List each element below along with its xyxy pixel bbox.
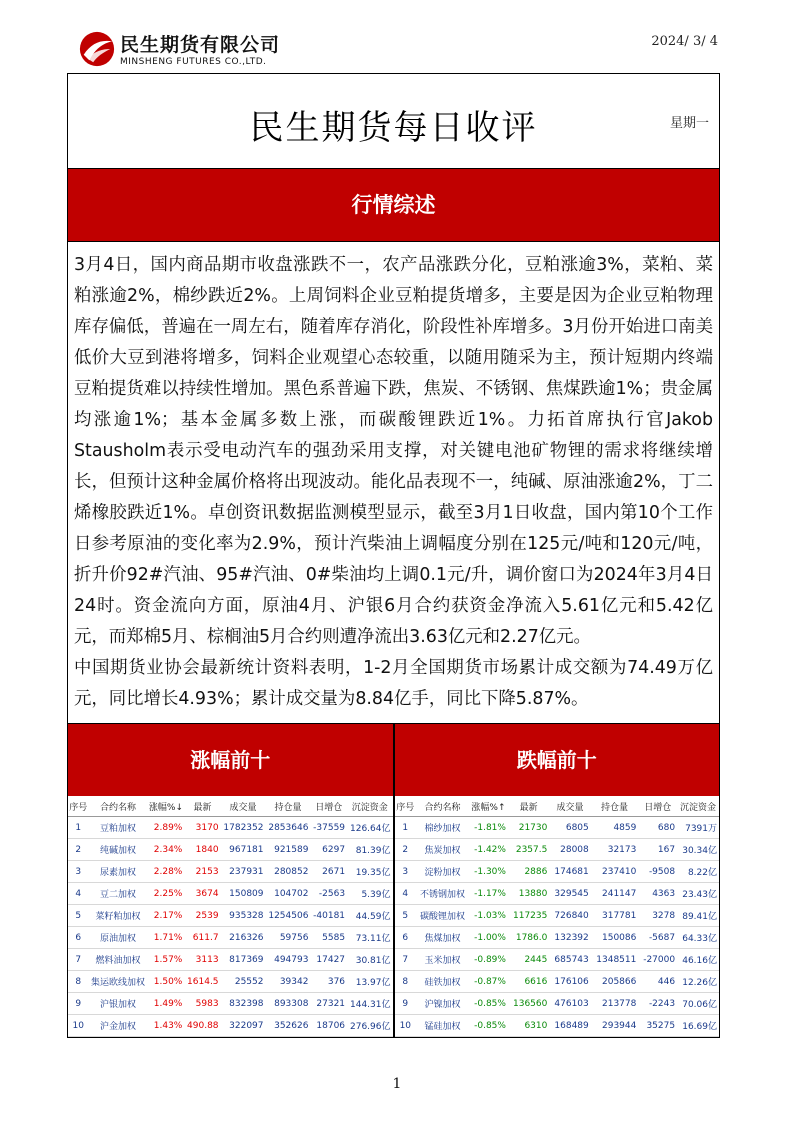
- table-cell: 淀粉加权: [416, 861, 469, 883]
- table-cell: 4: [395, 883, 417, 905]
- table-cell: 12.26亿: [677, 971, 719, 993]
- company-name-cn: 民生期货有限公司: [120, 34, 281, 56]
- table-cell: 9: [68, 993, 88, 1015]
- table-cell: 6616: [508, 971, 549, 993]
- company-logo: [78, 28, 318, 72]
- table-cell: 13.97亿: [347, 971, 392, 993]
- table-cell: 豆粕加权: [88, 817, 147, 839]
- table-cell: 213778: [591, 993, 639, 1015]
- summary-paragraph: 3月4日，国内商品期市收盘涨跌不一，农产品涨跌分化，豆粕涨逾3%，菜粕、菜粕涨逾2%，棉纱跌近2%。上周饲料企业豆粕提货增多，主要是因为企业豆粕物理库存偏低，普遍在一周左右，随着库存消化，阶段性补库增多。3月份开始进口南美低价大豆到港将增多，饲料企业观望心态较重，以随用随采为主，预计短期内终端豆粕提货难以持续性增加。黑色系普遍下跌，焦炭、不锈钢、焦煤跌逾1%；贵金属均涨逾1%；基本金属多数上涨，而碳酸锂跌近1%。力拓首席执行官Jakob Stausholm表示受电动汽车的强劲采用支撑，对关键电池矿物锂的需求将继续增长，但预计这种金属价格将出现波动。能化品表现不一，纯碱、原油涨逾2%，丁二烯橡胶跌近1%。卓创资讯数据监测模型显示，截至3月1日收盘，国内第10个工作日参考原油的变化率为2.9%，预计汽柴油上调幅度分别在125元/吨和120元/吨，折升价92#汽油、95#汽油、0#柴油均上调0.1元/升，调价窗口为2024年3月4日24时。资金流向方面，原油4月、沪银6月合约获资金净流入5.61亿元和5.42亿元，而郑棉5月、棕榈油5月合约则遭净流出3.63亿元和2.27亿元。: [74, 255, 713, 647]
- table-cell: 13880: [508, 883, 549, 905]
- table-cell: 尿素加权: [88, 861, 147, 883]
- table-cell: 9: [395, 993, 417, 1015]
- table-cell: 原油加权: [88, 927, 147, 949]
- table-cell: -5687: [638, 927, 677, 949]
- table-cell: -1.81%: [469, 817, 508, 839]
- gainers-panel: [68, 724, 393, 1037]
- column-header: 合约名称: [416, 796, 469, 817]
- top-ten-section: [68, 723, 719, 1037]
- losers-table: [395, 796, 720, 1037]
- table-cell: -9508: [638, 861, 677, 883]
- table-cell: 8.22亿: [677, 861, 719, 883]
- table-cell: 沪金加权: [88, 1015, 147, 1037]
- table-cell: 2153: [184, 861, 220, 883]
- table-cell: 174681: [549, 861, 590, 883]
- table-cell: 1348511: [591, 949, 639, 971]
- table-cell: 硅铁加权: [416, 971, 469, 993]
- table-row: [68, 883, 393, 905]
- table-cell: 70.06亿: [677, 993, 719, 1015]
- table-cell: 241147: [591, 883, 639, 905]
- table-row: [395, 949, 720, 971]
- table-cell: 1.57%: [148, 949, 185, 971]
- table-cell: 104702: [266, 883, 311, 905]
- table-row: [395, 1015, 720, 1037]
- table-row: [395, 905, 720, 927]
- table-cell: 6297: [310, 839, 347, 861]
- table-cell: 1254506: [266, 905, 311, 927]
- table-cell: 30.34亿: [677, 839, 719, 861]
- table-cell: 1.71%: [148, 927, 185, 949]
- table-row: [68, 817, 393, 839]
- table-row: [68, 1015, 393, 1037]
- table-cell: 446: [638, 971, 677, 993]
- overview-heading: 行情综述: [68, 169, 719, 242]
- table-row: [395, 993, 720, 1015]
- table-cell: 293944: [591, 1015, 639, 1037]
- table-cell: 2: [68, 839, 88, 861]
- table-cell: -1.42%: [469, 839, 508, 861]
- table-cell: 1.43%: [148, 1015, 185, 1037]
- table-cell: 35275: [638, 1015, 677, 1037]
- table-row: [395, 839, 720, 861]
- table-row: [395, 861, 720, 883]
- table-cell: 4859: [591, 817, 639, 839]
- column-header: 日增仓: [310, 796, 347, 817]
- column-header: 合约名称: [88, 796, 147, 817]
- losers-table-body: [395, 817, 720, 1037]
- table-cell: 322097: [221, 1015, 266, 1037]
- report-title: 民生期货每日收评: [249, 108, 538, 148]
- table-cell: 64.33亿: [677, 927, 719, 949]
- table-cell: 5.39亿: [347, 883, 392, 905]
- table-cell: 7: [68, 949, 88, 971]
- table-cell: 680: [638, 817, 677, 839]
- table-cell: -2243: [638, 993, 677, 1015]
- table-cell: 5: [68, 905, 88, 927]
- table-cell: 棉纱加权: [416, 817, 469, 839]
- table-cell: 136560: [508, 993, 549, 1015]
- table-cell: 921589: [266, 839, 311, 861]
- table-cell: 3674: [184, 883, 220, 905]
- table-row: [68, 927, 393, 949]
- table-cell: 8: [395, 971, 417, 993]
- title-row: [68, 74, 719, 169]
- table-cell: 28008: [549, 839, 590, 861]
- table-cell: 144.31亿: [347, 993, 392, 1015]
- table-cell: 817369: [221, 949, 266, 971]
- losers-heading: 跌幅前十: [395, 724, 720, 796]
- table-cell: 167: [638, 839, 677, 861]
- table-row: [395, 927, 720, 949]
- summary-paragraph: 中国期货业协会最新统计资料表明，1-2月全国期货市场累计成交额为74.49万亿元，同比增长4.93%；累计成交量为8.84亿手，同比下降5.87%。: [74, 658, 713, 709]
- table-cell: 焦炭加权: [416, 839, 469, 861]
- table-cell: 237410: [591, 861, 639, 883]
- table-cell: 锰硅加权: [416, 1015, 469, 1037]
- table-row: [395, 971, 720, 993]
- table-cell: 沪镍加权: [416, 993, 469, 1015]
- table-cell: 1786.0: [508, 927, 549, 949]
- report-date: 2024/ 3/ 4: [651, 34, 718, 49]
- table-cell: 81.39亿: [347, 839, 392, 861]
- table-cell: 32173: [591, 839, 639, 861]
- company-name-en: MINSHENG FUTURES CO.,LTD.: [120, 57, 267, 67]
- report-frame: [67, 73, 720, 1038]
- table-cell: 832398: [221, 993, 266, 1015]
- table-row: [68, 949, 393, 971]
- table-cell: 沪银加权: [88, 993, 147, 1015]
- table-cell: 73.11亿: [347, 927, 392, 949]
- page-number: 1: [392, 1076, 402, 1092]
- table-cell: 菜籽粕加权: [88, 905, 147, 927]
- table-cell: 1: [395, 817, 417, 839]
- table-cell: -40181: [310, 905, 347, 927]
- table-cell: 6805: [549, 817, 590, 839]
- table-cell: 150086: [591, 927, 639, 949]
- table-cell: 3: [68, 861, 88, 883]
- gainers-heading: 涨幅前十: [68, 724, 393, 796]
- table-cell: 2671: [310, 861, 347, 883]
- column-header: 持仓量: [591, 796, 639, 817]
- table-cell: 276.96亿: [347, 1015, 392, 1037]
- table-cell: 205866: [591, 971, 639, 993]
- table-cell: 132392: [549, 927, 590, 949]
- table-header-row: [395, 796, 720, 817]
- table-cell: 176106: [549, 971, 590, 993]
- table-cell: 5: [395, 905, 417, 927]
- table-cell: 18706: [310, 1015, 347, 1037]
- table-cell: 2853646: [266, 817, 311, 839]
- table-cell: 21730: [508, 817, 549, 839]
- table-cell: 1: [68, 817, 88, 839]
- gainers-table-body: [68, 817, 393, 1037]
- table-cell: -1.03%: [469, 905, 508, 927]
- table-cell: 2445: [508, 949, 549, 971]
- table-row: [395, 883, 720, 905]
- market-summary: [68, 242, 719, 723]
- table-row: [68, 839, 393, 861]
- minsheng-logo-icon: [78, 30, 116, 68]
- column-header: 日增仓: [638, 796, 677, 817]
- table-cell: 8: [68, 971, 88, 993]
- table-cell: 150809: [221, 883, 266, 905]
- table-cell: -2563: [310, 883, 347, 905]
- table-cell: 3: [395, 861, 417, 883]
- table-cell: 2357.5: [508, 839, 549, 861]
- table-cell: 6: [395, 927, 417, 949]
- table-cell: 4: [68, 883, 88, 905]
- table-cell: 17427: [310, 949, 347, 971]
- table-cell: 焦煤加权: [416, 927, 469, 949]
- table-cell: -0.87%: [469, 971, 508, 993]
- table-cell: 19.35亿: [347, 861, 392, 883]
- table-cell: 935328: [221, 905, 266, 927]
- table-cell: -37559: [310, 817, 347, 839]
- table-cell: 6310: [508, 1015, 549, 1037]
- table-cell: 10: [395, 1015, 417, 1037]
- table-cell: 2: [395, 839, 417, 861]
- table-cell: 39342: [266, 971, 311, 993]
- table-cell: 不锈钢加权: [416, 883, 469, 905]
- table-cell: 1782352: [221, 817, 266, 839]
- table-cell: -0.85%: [469, 1015, 508, 1037]
- column-header: 沉淀资金: [347, 796, 392, 817]
- table-cell: 27321: [310, 993, 347, 1015]
- table-cell: 2.34%: [148, 839, 185, 861]
- weekday-label: 星期一: [669, 116, 709, 131]
- table-cell: 317781: [591, 905, 639, 927]
- table-cell: -1.00%: [469, 927, 508, 949]
- table-row: [68, 993, 393, 1015]
- table-cell: 1.50%: [148, 971, 185, 993]
- table-header-row: [68, 796, 393, 817]
- table-cell: 10: [68, 1015, 88, 1037]
- table-cell: 2.89%: [148, 817, 185, 839]
- table-cell: 893308: [266, 993, 311, 1015]
- table-cell: 25552: [221, 971, 266, 993]
- table-cell: 490.88: [184, 1015, 220, 1037]
- table-cell: 4363: [638, 883, 677, 905]
- table-cell: 216326: [221, 927, 266, 949]
- gainers-table: [68, 796, 393, 1037]
- column-header: 序号: [68, 796, 88, 817]
- table-cell: 1840: [184, 839, 220, 861]
- table-cell: 集运欧线加权: [88, 971, 147, 993]
- table-row: [68, 905, 393, 927]
- table-cell: 611.7: [184, 927, 220, 949]
- table-cell: 2.25%: [148, 883, 185, 905]
- table-cell: 59756: [266, 927, 311, 949]
- losers-panel: [393, 724, 720, 1037]
- column-header: 持仓量: [266, 796, 311, 817]
- table-cell: 3278: [638, 905, 677, 927]
- table-cell: 2.28%: [148, 861, 185, 883]
- table-cell: 2886: [508, 861, 549, 883]
- table-cell: 纯碱加权: [88, 839, 147, 861]
- table-cell: 7: [395, 949, 417, 971]
- column-header: 成交量: [221, 796, 266, 817]
- table-cell: 967181: [221, 839, 266, 861]
- table-cell: 494793: [266, 949, 311, 971]
- table-cell: 玉米加权: [416, 949, 469, 971]
- table-cell: 329545: [549, 883, 590, 905]
- table-cell: 23.43亿: [677, 883, 719, 905]
- table-cell: 2.17%: [148, 905, 185, 927]
- table-cell: 16.69亿: [677, 1015, 719, 1037]
- table-cell: 5585: [310, 927, 347, 949]
- table-cell: -27000: [638, 949, 677, 971]
- table-cell: -1.30%: [469, 861, 508, 883]
- table-cell: 2539: [184, 905, 220, 927]
- table-cell: 168489: [549, 1015, 590, 1037]
- column-header: 沉淀资金: [677, 796, 719, 817]
- table-cell: 352626: [266, 1015, 311, 1037]
- table-cell: -0.85%: [469, 993, 508, 1015]
- table-row: [395, 817, 720, 839]
- table-cell: 7391万: [677, 817, 719, 839]
- column-header: 涨幅%↑: [469, 796, 508, 817]
- table-cell: 3113: [184, 949, 220, 971]
- table-cell: 237931: [221, 861, 266, 883]
- table-cell: 46.16亿: [677, 949, 719, 971]
- column-header: 成交量: [549, 796, 590, 817]
- table-cell: 燃料油加权: [88, 949, 147, 971]
- table-cell: 碳酸锂加权: [416, 905, 469, 927]
- table-cell: 376: [310, 971, 347, 993]
- table-row: [68, 971, 393, 993]
- table-cell: 126.64亿: [347, 817, 392, 839]
- table-cell: 6: [68, 927, 88, 949]
- table-cell: 476103: [549, 993, 590, 1015]
- table-cell: -1.17%: [469, 883, 508, 905]
- table-cell: 685743: [549, 949, 590, 971]
- table-cell: 30.81亿: [347, 949, 392, 971]
- table-cell: 3170: [184, 817, 220, 839]
- table-cell: 1.49%: [148, 993, 185, 1015]
- table-cell: 豆二加权: [88, 883, 147, 905]
- table-cell: 44.59亿: [347, 905, 392, 927]
- table-cell: 280852: [266, 861, 311, 883]
- table-cell: -0.89%: [469, 949, 508, 971]
- column-header: 序号: [395, 796, 417, 817]
- table-row: [68, 861, 393, 883]
- table-cell: 5983: [184, 993, 220, 1015]
- table-cell: 726840: [549, 905, 590, 927]
- column-header: 涨幅%↓: [148, 796, 185, 817]
- table-cell: 1614.5: [184, 971, 220, 993]
- table-cell: 89.41亿: [677, 905, 719, 927]
- column-header: 最新: [508, 796, 549, 817]
- table-cell: 117235: [508, 905, 549, 927]
- column-header: 最新: [184, 796, 220, 817]
